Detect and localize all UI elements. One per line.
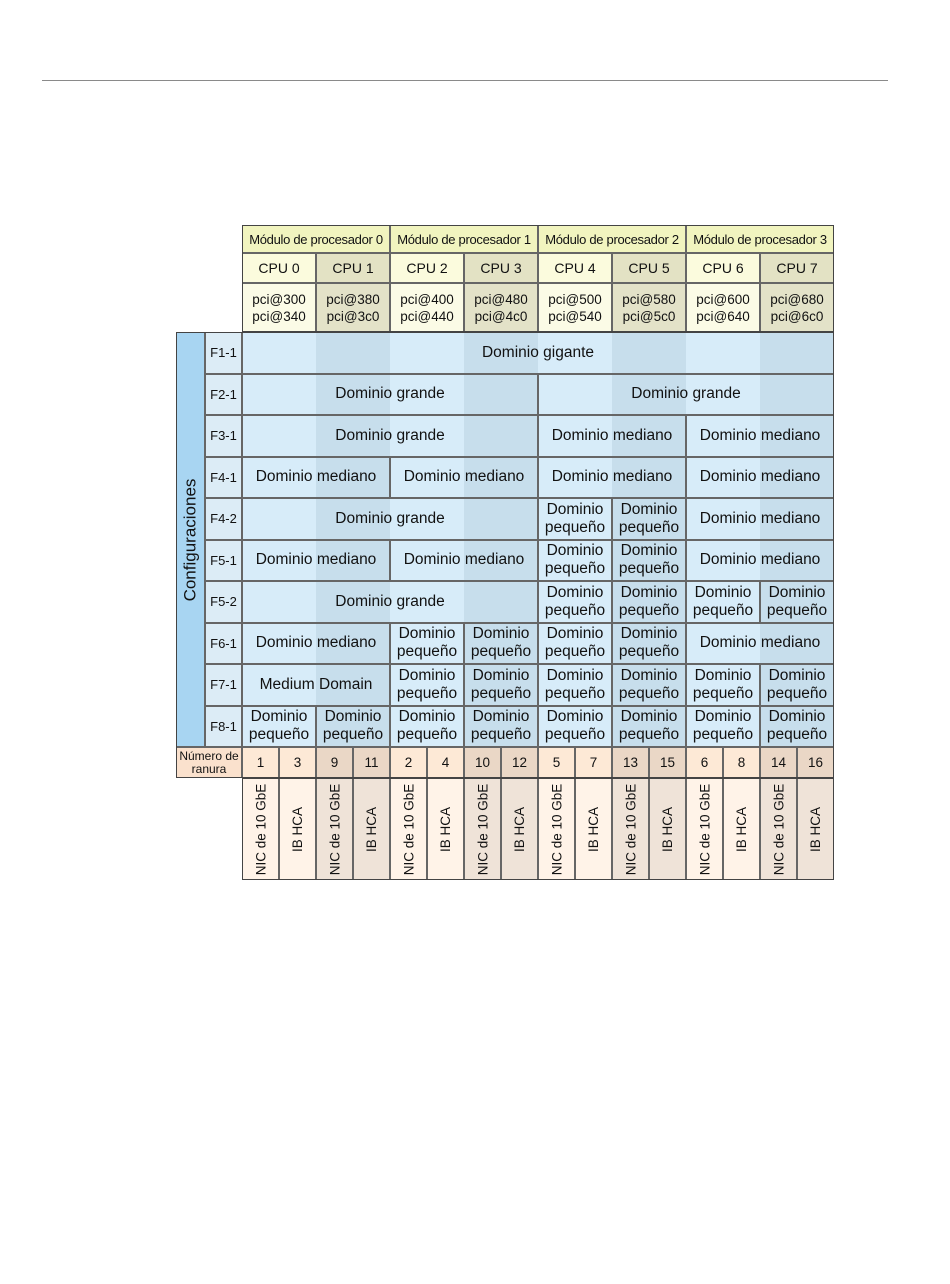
domain-block: Dominio pequeño bbox=[538, 581, 612, 623]
domain-block: Dominio pequeño bbox=[760, 581, 834, 623]
configuration-row-label: F4-2 bbox=[205, 498, 242, 540]
nic-10gbe-card bbox=[760, 778, 797, 880]
card-type-label: IB HCA bbox=[734, 806, 750, 852]
slot-number: 8 bbox=[723, 747, 760, 778]
configuration-row-label: F5-2 bbox=[205, 581, 242, 623]
slot-number: 15 bbox=[649, 747, 686, 778]
card-type-label: IB HCA bbox=[290, 806, 306, 852]
pci-address: pci@4c0 bbox=[474, 308, 528, 324]
pci-address-cell bbox=[242, 283, 316, 332]
card-type-label: NIC de 10 GbE bbox=[475, 783, 491, 875]
configuration-row-label: F1-1 bbox=[205, 332, 242, 374]
slot-number: 2 bbox=[390, 747, 427, 778]
domain-block: Dominio mediano bbox=[686, 498, 834, 540]
domain-block: Dominio pequeño bbox=[464, 706, 538, 748]
pci-address: pci@300 bbox=[252, 291, 306, 307]
card-type-label: IB HCA bbox=[512, 806, 528, 852]
pci-address: pci@580 bbox=[622, 291, 676, 307]
domain-block: Dominio pequeño bbox=[390, 623, 464, 665]
slot-number: 12 bbox=[501, 747, 538, 778]
pci-address: pci@640 bbox=[696, 308, 750, 324]
domain-block: Dominio pequeño bbox=[390, 706, 464, 748]
domain-block: Dominio pequeño bbox=[760, 664, 834, 706]
domain-block: Medium Domain bbox=[242, 664, 390, 706]
card-type-label: IB HCA bbox=[808, 806, 824, 852]
pci-address: pci@440 bbox=[400, 308, 454, 324]
pci-address: pci@380 bbox=[326, 291, 380, 307]
slot-number: 6 bbox=[686, 747, 723, 778]
nic-10gbe-card bbox=[686, 778, 723, 880]
ib-hca-card bbox=[649, 778, 686, 880]
domain-block: Dominio mediano bbox=[686, 457, 834, 499]
configurations-label bbox=[176, 332, 205, 747]
domain-block: Dominio gigante bbox=[242, 332, 834, 374]
domain-block: Dominio pequeño bbox=[612, 498, 686, 540]
pci-address: pci@480 bbox=[474, 291, 528, 307]
cpu-header: CPU 1 bbox=[316, 253, 390, 283]
processor-module-header: Módulo de procesador 1 bbox=[390, 225, 538, 253]
domain-block: Dominio pequeño bbox=[686, 581, 760, 623]
ib-hca-card bbox=[501, 778, 538, 880]
domain-block: Dominio mediano bbox=[686, 540, 834, 582]
pci-address-cell bbox=[612, 283, 686, 332]
domain-block: Dominio pequeño bbox=[538, 664, 612, 706]
card-type-label: NIC de 10 GbE bbox=[253, 783, 269, 875]
pci-address: pci@540 bbox=[548, 308, 602, 324]
ib-hca-card bbox=[797, 778, 834, 880]
processor-module-header: Módulo de procesador 3 bbox=[686, 225, 834, 253]
card-type-label: NIC de 10 GbE bbox=[771, 783, 787, 875]
nic-10gbe-card bbox=[316, 778, 353, 880]
cpu-header: CPU 4 bbox=[538, 253, 612, 283]
domain-block: Dominio pequeño bbox=[612, 540, 686, 582]
slot-number: 3 bbox=[279, 747, 316, 778]
pci-address: pci@500 bbox=[548, 291, 602, 307]
domain-block: Dominio mediano bbox=[242, 540, 390, 582]
ib-hca-card bbox=[427, 778, 464, 880]
domain-block: Dominio pequeño bbox=[538, 498, 612, 540]
ib-hca-card bbox=[723, 778, 760, 880]
domain-block: Dominio grande bbox=[538, 374, 834, 416]
domain-block: Dominio pequeño bbox=[612, 581, 686, 623]
card-type-label: IB HCA bbox=[660, 806, 676, 852]
domain-block: Dominio mediano bbox=[242, 623, 390, 665]
nic-10gbe-card bbox=[612, 778, 649, 880]
pci-address: pci@5c0 bbox=[622, 308, 676, 324]
configuration-row-label: F2-1 bbox=[205, 374, 242, 416]
domain-block: Dominio pequeño bbox=[612, 623, 686, 665]
cpu-header: CPU 7 bbox=[760, 253, 834, 283]
cpu-header: CPU 0 bbox=[242, 253, 316, 283]
domain-block: Dominio pequeño bbox=[760, 706, 834, 748]
pci-address-cell bbox=[316, 283, 390, 332]
pci-address: pci@6c0 bbox=[770, 308, 824, 324]
domain-block: Dominio pequeño bbox=[538, 540, 612, 582]
nic-10gbe-card bbox=[464, 778, 501, 880]
configuration-row-label: F5-1 bbox=[205, 540, 242, 582]
card-type-label: NIC de 10 GbE bbox=[697, 783, 713, 875]
domain-block: Dominio pequeño bbox=[316, 706, 390, 748]
domain-block: Dominio pequeño bbox=[686, 706, 760, 748]
slot-number: 5 bbox=[538, 747, 575, 778]
domain-block: Dominio mediano bbox=[242, 457, 390, 499]
ib-hca-card bbox=[279, 778, 316, 880]
configuration-row-label: F7-1 bbox=[205, 664, 242, 706]
slot-number: 14 bbox=[760, 747, 797, 778]
domain-block: Dominio pequeño bbox=[612, 664, 686, 706]
pci-address-cell bbox=[760, 283, 834, 332]
card-type-label: NIC de 10 GbE bbox=[549, 783, 565, 875]
slot-number: 13 bbox=[612, 747, 649, 778]
nic-10gbe-card bbox=[242, 778, 279, 880]
domain-block: Dominio pequeño bbox=[464, 664, 538, 706]
slot-number: 10 bbox=[464, 747, 501, 778]
ib-hca-card bbox=[353, 778, 390, 880]
cpu-header: CPU 2 bbox=[390, 253, 464, 283]
card-type-label: NIC de 10 GbE bbox=[401, 783, 417, 875]
domain-block: Dominio mediano bbox=[686, 623, 834, 665]
pci-address: pci@3c0 bbox=[326, 308, 380, 324]
domain-block: Dominio grande bbox=[242, 581, 538, 623]
cpu-header: CPU 5 bbox=[612, 253, 686, 283]
domain-block: Dominio mediano bbox=[390, 457, 538, 499]
nic-10gbe-card bbox=[390, 778, 427, 880]
configuration-row-label: F4-1 bbox=[205, 457, 242, 499]
configuration-row-label: F6-1 bbox=[205, 623, 242, 665]
card-type-label: NIC de 10 GbE bbox=[623, 783, 639, 875]
processor-module-header: Módulo de procesador 2 bbox=[538, 225, 686, 253]
pci-address: pci@680 bbox=[770, 291, 824, 307]
domain-block: Dominio mediano bbox=[390, 540, 538, 582]
domain-block: Dominio pequeño bbox=[390, 664, 464, 706]
pci-address: pci@600 bbox=[696, 291, 750, 307]
slot-number: 4 bbox=[427, 747, 464, 778]
card-type-label: NIC de 10 GbE bbox=[327, 783, 343, 875]
domain-block: Dominio pequeño bbox=[242, 706, 316, 748]
configurations-label-text: Configuraciones bbox=[180, 478, 200, 601]
domain-block: Dominio pequeño bbox=[686, 664, 760, 706]
domain-block: Dominio mediano bbox=[538, 415, 686, 457]
slot-number: 9 bbox=[316, 747, 353, 778]
processor-module-header: Módulo de procesador 0 bbox=[242, 225, 390, 253]
domain-block: Dominio mediano bbox=[686, 415, 834, 457]
cpu-header: CPU 3 bbox=[464, 253, 538, 283]
domain-block: Dominio grande bbox=[242, 415, 538, 457]
domain-block: Dominio pequeño bbox=[464, 623, 538, 665]
pci-address: pci@400 bbox=[400, 291, 454, 307]
slot-number-label: Número de ranura bbox=[176, 747, 242, 778]
domain-block: Dominio mediano bbox=[538, 457, 686, 499]
pci-address-cell bbox=[390, 283, 464, 332]
slot-number: 11 bbox=[353, 747, 390, 778]
domain-block: Dominio pequeño bbox=[612, 706, 686, 748]
card-type-label: IB HCA bbox=[438, 806, 454, 852]
nic-10gbe-card bbox=[538, 778, 575, 880]
slot-number: 7 bbox=[575, 747, 612, 778]
slot-number: 16 bbox=[797, 747, 834, 778]
card-type-label: IB HCA bbox=[364, 806, 380, 852]
domain-block: Dominio grande bbox=[242, 374, 538, 416]
slot-number: 1 bbox=[242, 747, 279, 778]
configuration-row-label: F3-1 bbox=[205, 415, 242, 457]
pci-address-cell bbox=[464, 283, 538, 332]
ib-hca-card bbox=[575, 778, 612, 880]
pci-address: pci@340 bbox=[252, 308, 306, 324]
domain-block: Dominio pequeño bbox=[538, 706, 612, 748]
pci-address-cell bbox=[686, 283, 760, 332]
pci-address-cell bbox=[538, 283, 612, 332]
card-type-label: IB HCA bbox=[586, 806, 602, 852]
domain-block: Dominio pequeño bbox=[538, 623, 612, 665]
cpu-header: CPU 6 bbox=[686, 253, 760, 283]
domain-block: Dominio grande bbox=[242, 498, 538, 540]
configuration-row-label: F8-1 bbox=[205, 706, 242, 748]
